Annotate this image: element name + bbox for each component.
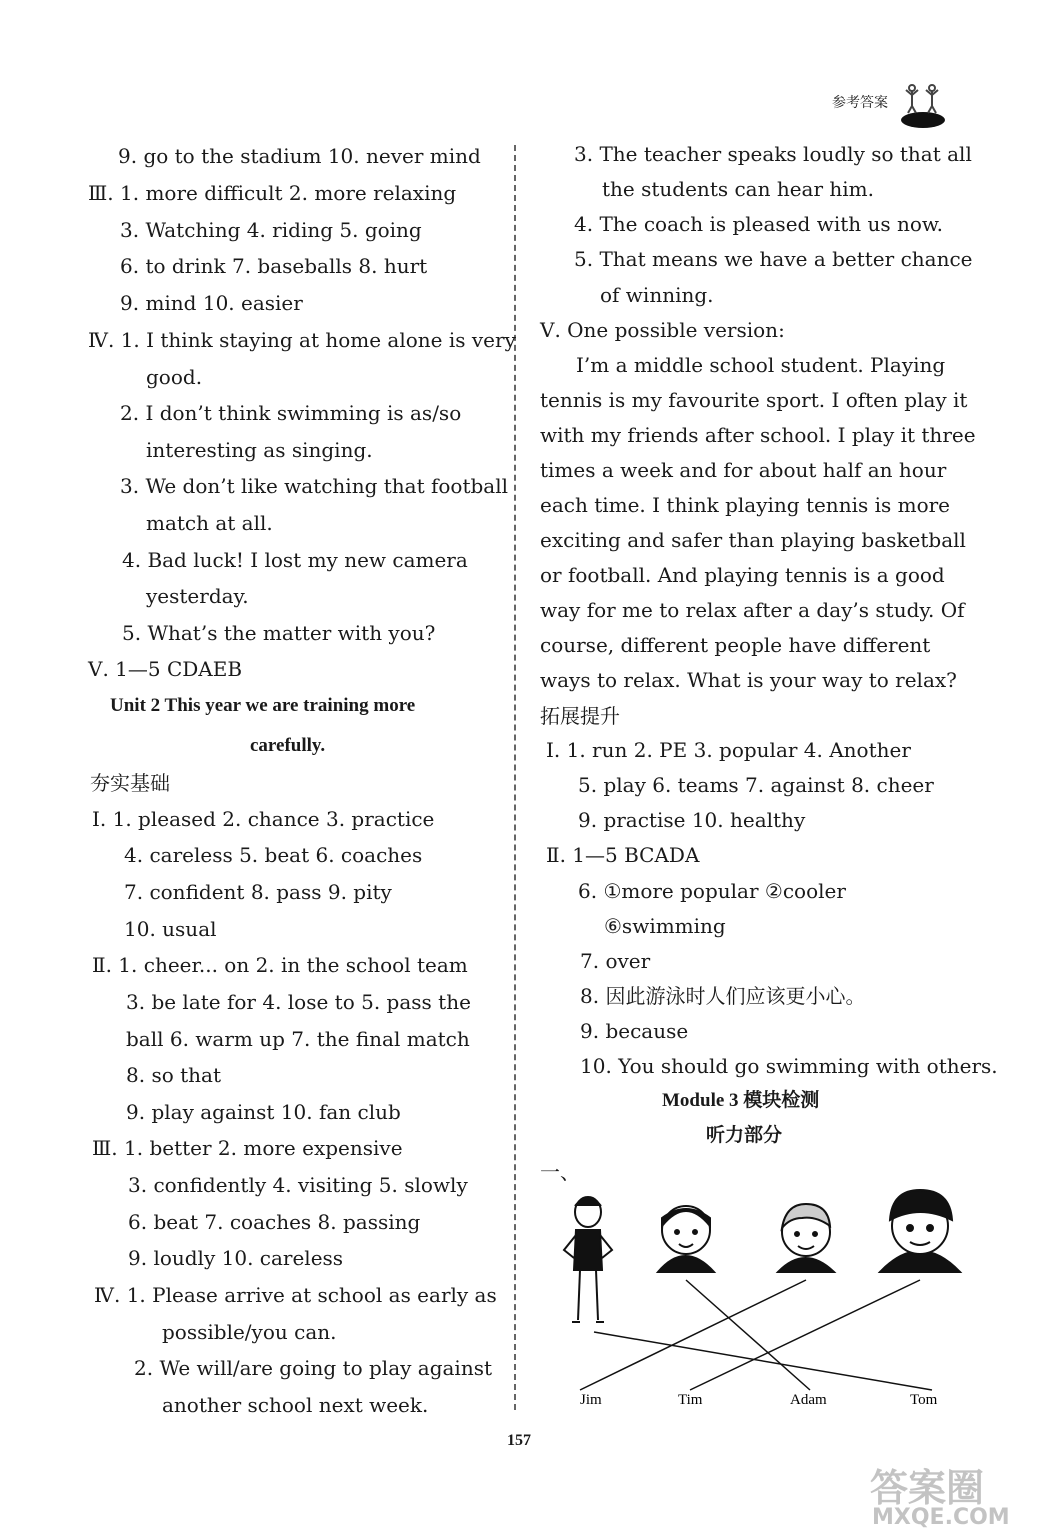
left-line: 7. confident 8. pass 9. pity — [124, 880, 392, 904]
left-line: 3. Watching 4. riding 5. going — [120, 218, 422, 242]
right-line: with my friends after school. I play it three — [540, 423, 976, 447]
person-1-icon — [564, 1197, 612, 1322]
unit-heading-cont: carefully. — [250, 735, 326, 756]
right-line: the students can hear him. — [602, 177, 874, 201]
right-line: way for me to relax after a day’s study. Of — [540, 598, 965, 622]
watermark — [860, 1455, 1040, 1535]
name-label: Tom — [910, 1392, 938, 1408]
person-3-icon — [778, 1204, 834, 1272]
right-line: tennis is my favourite sport. I often play it — [540, 388, 968, 412]
part-heading: 听力部分 — [706, 1125, 783, 1146]
right-line: Ⅴ. One possible version: — [540, 318, 785, 342]
left-line: Ⅳ. 1. I think staying at home alone is very — [88, 328, 516, 352]
left-line: 4. careless 5. beat 6. coaches — [124, 843, 423, 867]
left-line: Ⅳ. 1. Please arrive at school as early as — [94, 1283, 497, 1307]
right-line: 6. ①more popular ②cooler — [578, 879, 846, 903]
right-line: ways to relax. What is your way to relax? — [540, 668, 957, 692]
left-line: 8. so that — [126, 1063, 221, 1087]
right-line: 9. practise 10. healthy — [578, 808, 806, 832]
left-line: Ⅰ. 1. pleased 2. chance 3. practice — [92, 807, 435, 831]
right-line: 10. You should go swimming with others. — [580, 1054, 998, 1078]
unit-heading: Unit 2 This year we are training more — [110, 695, 416, 716]
question-number: 一、 — [540, 1160, 580, 1184]
left-line: 9. play against 10. fan club — [126, 1100, 401, 1124]
name-label: Tim — [678, 1392, 703, 1408]
right-line: I’m a middle school student. Playing — [576, 353, 946, 377]
right-line: 8. 因此游泳时人们应该更小心。 — [580, 984, 866, 1008]
right-line: each time. I think playing tennis is more — [540, 493, 951, 517]
left-line: Ⅲ. 1. more difficult 2. more relaxing — [88, 181, 457, 205]
left-line: 9. loudly 10. careless — [128, 1246, 344, 1270]
person-4-icon — [880, 1190, 960, 1272]
right-line: ⑥swimming — [604, 914, 726, 938]
right-line: times a week and for about half an hour — [540, 458, 947, 482]
left-line: match at all. — [146, 511, 273, 535]
left-line: Ⅱ. 1. cheer... on 2. in the school team — [92, 953, 468, 977]
section-heading: 夯实基础 — [90, 771, 170, 795]
watermark-url: MXQE.COM — [872, 1505, 1010, 1530]
right-line: Ⅱ. 1—5 BCADA — [546, 843, 700, 867]
left-line: 4. Bad luck! I lost my new camera — [122, 548, 468, 572]
left-line: possible/you can. — [162, 1320, 337, 1344]
right-line: Ⅰ. 1. run 2. PE 3. popular 4. Another — [546, 738, 911, 762]
section-heading: 拓展提升 — [540, 704, 620, 728]
right-line: exciting and safer than playing basketball — [540, 528, 966, 552]
matching-figure — [540, 1160, 980, 1410]
left-line: 3. confidently 4. visiting 5. slowly — [128, 1173, 468, 1197]
name-label: Jim — [580, 1392, 602, 1408]
left-line: 6. beat 7. coaches 8. passing — [128, 1210, 421, 1234]
right-line: 7. over — [580, 949, 651, 973]
right-line: course, different people have different — [540, 633, 931, 657]
left-line: 3. We don’t like watching that football — [120, 474, 509, 498]
right-line: of winning. — [600, 283, 714, 307]
left-line: good. — [146, 365, 203, 389]
left-line: 10. usual — [124, 917, 217, 941]
left-line: 9. mind 10. easier — [120, 291, 303, 315]
left-line: yesterday. — [146, 584, 249, 608]
right-line: 9. because — [580, 1019, 689, 1043]
right-line: 3. The teacher speaks loudly so that all — [574, 142, 972, 166]
right-line: 5. play 6. teams 7. against 8. cheer — [578, 773, 934, 797]
left-line: 2. We will/are going to play against — [134, 1356, 493, 1380]
left-line: 9. go to the stadium 10. never mind — [118, 144, 481, 168]
left-line: 6. to drink 7. baseballs 8. hurt — [120, 254, 428, 278]
left-line: ball 6. warm up 7. the final match — [126, 1027, 470, 1051]
page-number: 157 — [507, 1432, 531, 1449]
left-line: another school next week. — [162, 1393, 429, 1417]
watermark-logo: 答案圈 — [870, 1466, 985, 1510]
person-2-icon — [658, 1206, 714, 1272]
right-line: 5. That means we have a better chance — [574, 247, 973, 271]
left-line: Ⅴ. 1—5 CDAEB — [88, 657, 243, 681]
left-line: 2. I don’t think swimming is as/so — [120, 401, 462, 425]
left-line: interesting as singing. — [146, 438, 373, 462]
header-logo-icon — [898, 80, 948, 130]
left-line: Ⅲ. 1. better 2. more expensive — [92, 1136, 403, 1160]
module-heading: Module 3 模块检测 — [662, 1090, 820, 1111]
header-title: 参考答案 — [832, 95, 888, 111]
right-line: 4. The coach is pleased with us now. — [574, 212, 944, 236]
right-line: or football. And playing tennis is a good — [540, 563, 945, 587]
left-line: 3. be late for 4. lose to 5. pass the — [126, 990, 471, 1014]
name-label: Adam — [790, 1392, 827, 1408]
left-line: 5. What’s the matter with you? — [122, 621, 436, 645]
